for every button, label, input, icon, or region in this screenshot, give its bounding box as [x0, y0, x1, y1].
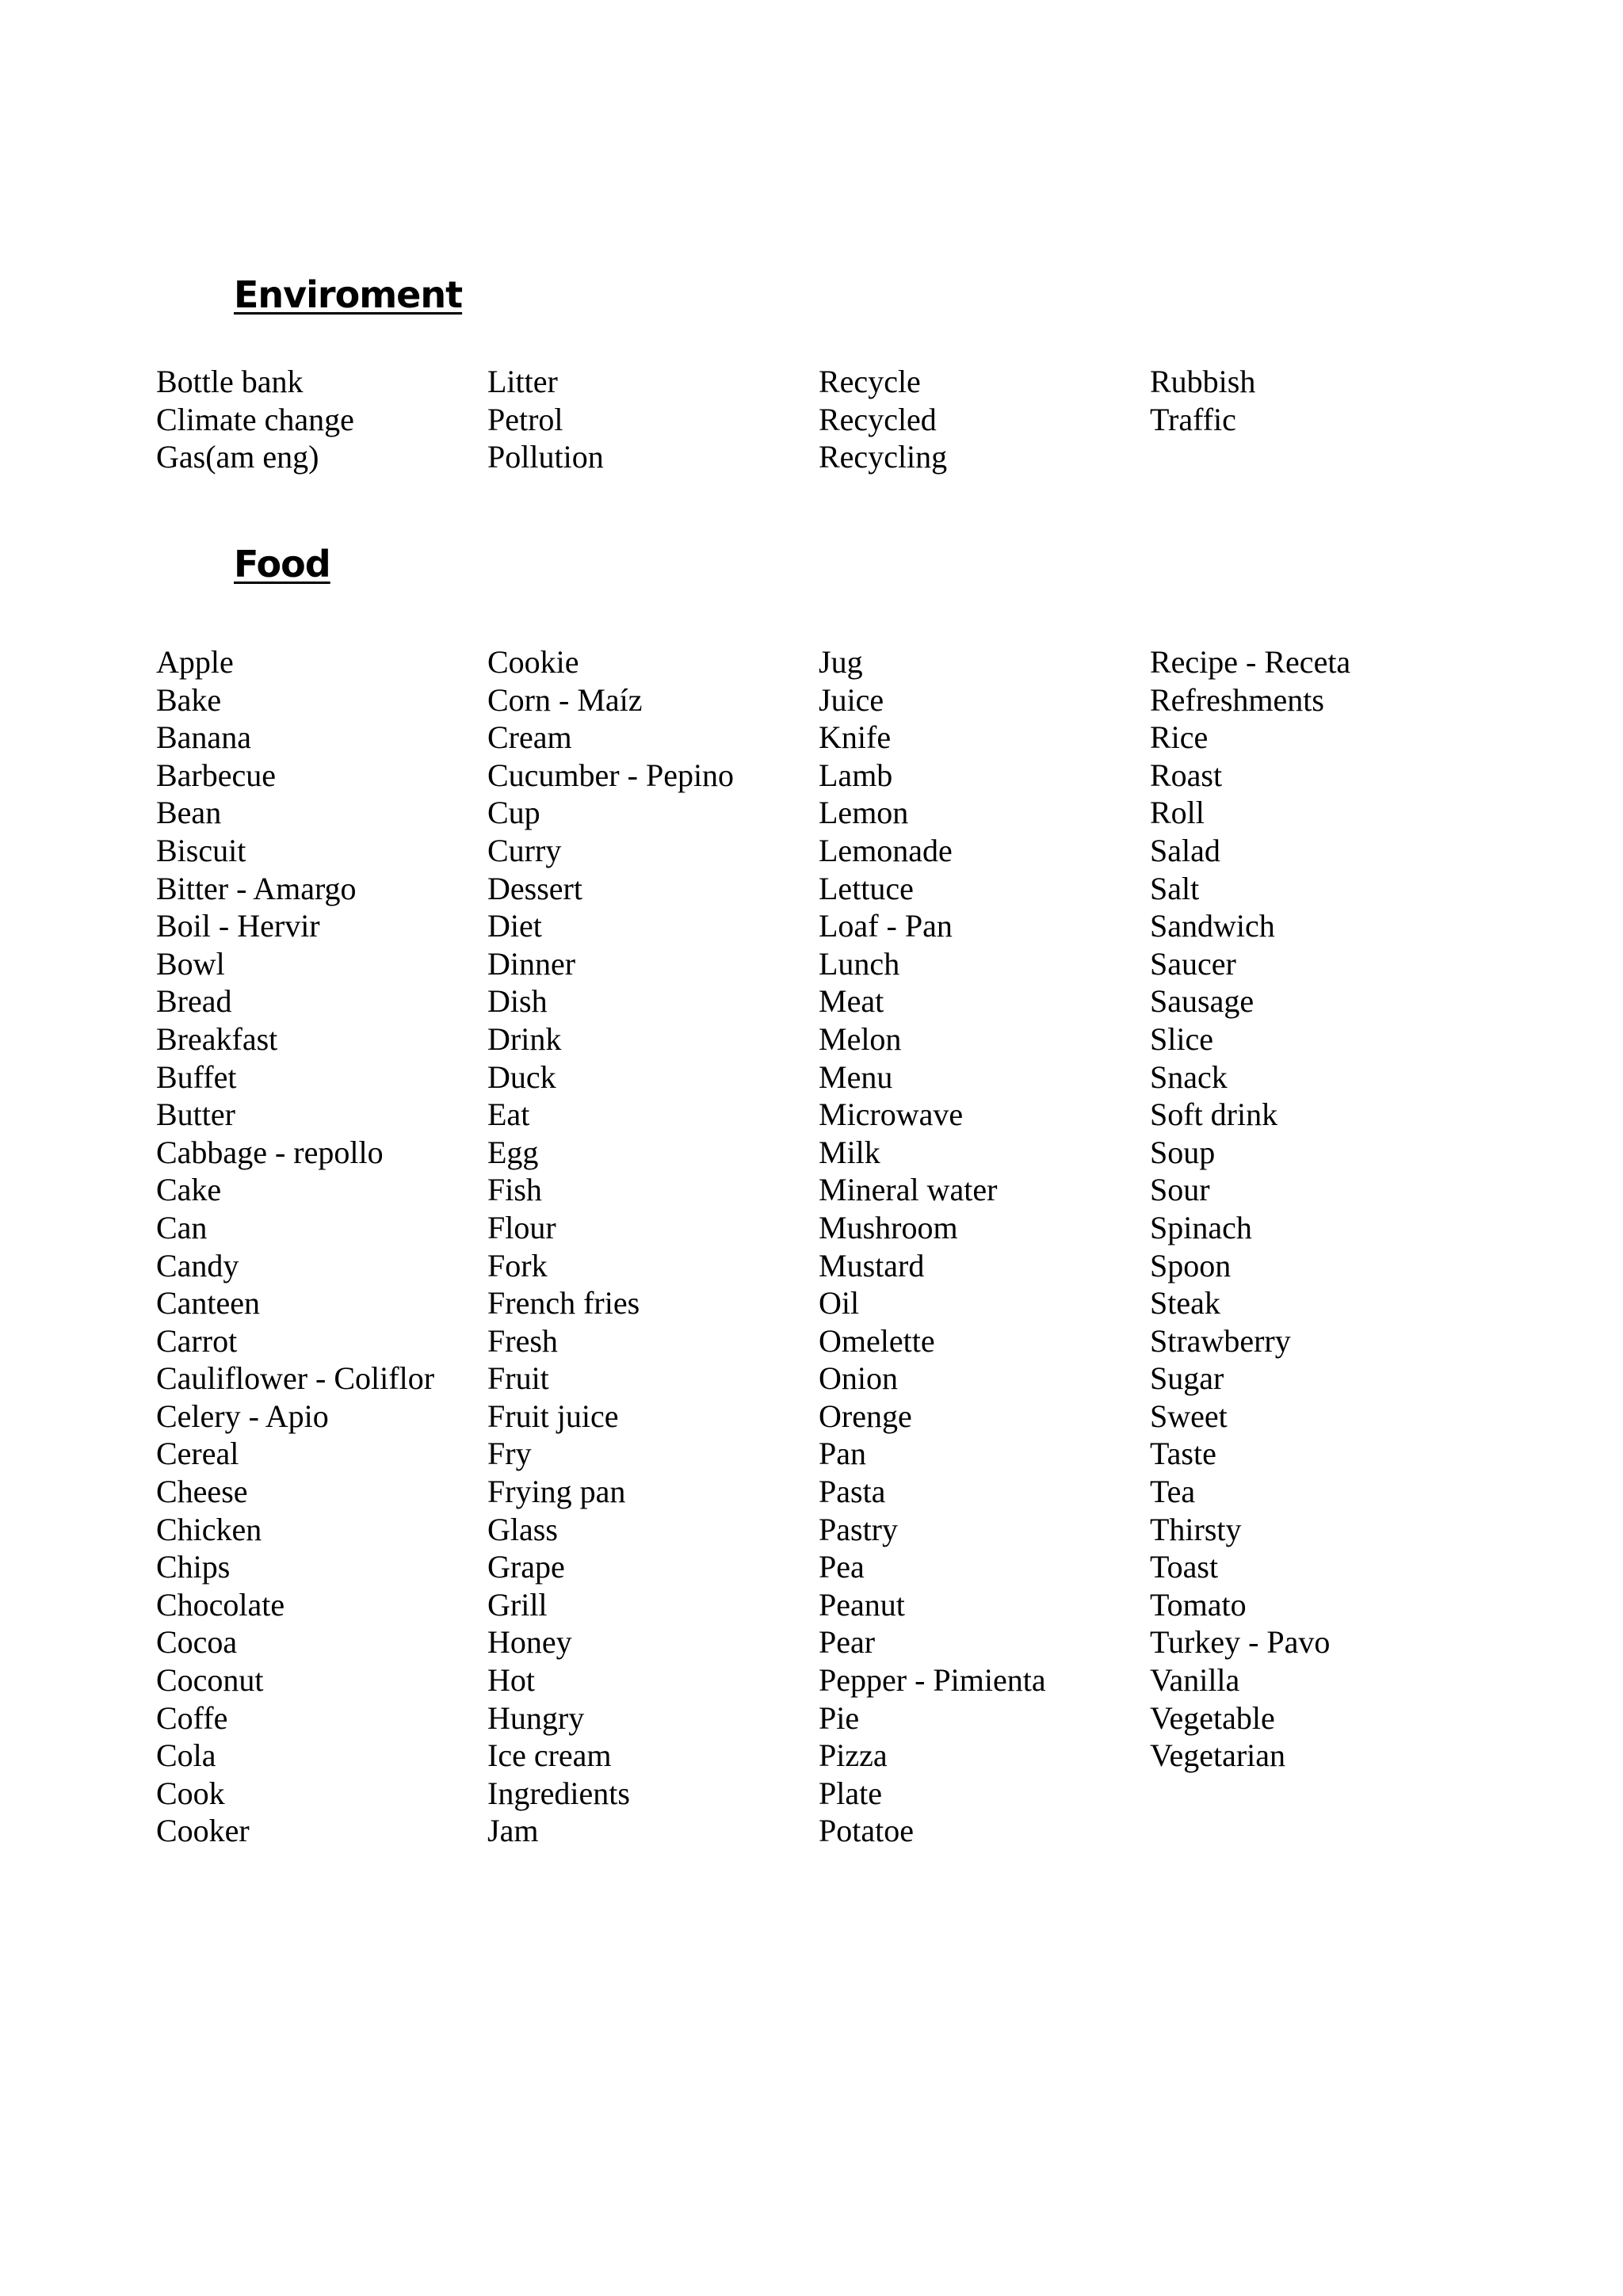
word-item: Hungry: [487, 1699, 585, 1736]
word-item: Salad: [1150, 832, 1220, 868]
word-column: [487, 363, 819, 476]
word-item: Soup: [1150, 1134, 1216, 1170]
word-item: Loaf - Pan: [819, 908, 953, 944]
word-item: Bake: [156, 681, 222, 718]
word-item: Petrol: [487, 401, 563, 437]
word-item: Bowl: [156, 945, 225, 982]
word-item: Oil: [819, 1285, 860, 1322]
word-item: Mineral water: [819, 1172, 998, 1208]
word-item: Pollution: [487, 439, 604, 475]
word-item: Pie: [819, 1699, 860, 1736]
word-item: Roast: [1150, 757, 1223, 793]
word-item: Banana: [156, 719, 251, 756]
word-item: Mustard: [819, 1247, 925, 1283]
word-item: Cauliflower - Coliflor: [156, 1360, 435, 1397]
word-item: Jug: [819, 644, 863, 680]
word-item: Lemonade: [819, 832, 953, 868]
environment-word-list: [156, 363, 1481, 476]
word-item: Lunch: [819, 945, 900, 982]
word-item: Pan: [819, 1436, 866, 1472]
word-item: Sugar: [1150, 1360, 1224, 1397]
word-item: Salt: [1150, 870, 1200, 906]
word-column: [487, 643, 819, 1850]
word-item: Dinner: [487, 945, 576, 982]
word-item: Turkey - Pavo: [1150, 1624, 1331, 1661]
word-item: Rubbish: [1150, 364, 1256, 399]
word-item: Cola: [156, 1737, 216, 1774]
word-item: Flour: [487, 1209, 556, 1245]
word-item: Pizza: [819, 1737, 888, 1774]
word-item: Vanilla: [1150, 1662, 1240, 1699]
word-item: Fruit juice: [487, 1398, 619, 1434]
word-item: Spinach: [1150, 1209, 1252, 1245]
word-item: Refreshments: [1150, 681, 1324, 718]
word-item: Jam: [487, 1813, 539, 1849]
word-item: Omelette: [819, 1322, 935, 1359]
word-item: Juice: [819, 681, 884, 718]
word-item: Apple: [156, 644, 234, 680]
word-item: Pea: [819, 1549, 865, 1585]
word-item: Traffic: [1150, 401, 1236, 437]
food-word-list: [156, 643, 1481, 1850]
word-item: Sandwich: [1150, 908, 1275, 944]
word-column: [1150, 643, 1481, 1850]
word-item: Coffe: [156, 1699, 228, 1736]
word-item: Peanut: [819, 1586, 905, 1623]
word-item: Recipe - Receta: [1150, 644, 1351, 680]
word-item: Pastry: [819, 1511, 898, 1547]
word-item: Toast: [1150, 1549, 1219, 1585]
word-item: Microwave: [819, 1097, 964, 1133]
word-item: Cereal: [156, 1436, 239, 1472]
word-item: Recycled: [819, 401, 937, 437]
word-item: Chocolate: [156, 1586, 285, 1623]
word-item: Cucumber - Pepino: [487, 757, 735, 793]
word-item: Bread: [156, 983, 232, 1020]
word-item: Cheese: [156, 1474, 248, 1510]
word-item: Melon: [819, 1020, 902, 1057]
word-item: Carrot: [156, 1322, 238, 1359]
word-item: Buffet: [156, 1058, 237, 1095]
word-item: Taste: [1150, 1436, 1216, 1472]
word-item: Slice: [1150, 1020, 1213, 1057]
word-item: Glass: [487, 1511, 558, 1547]
word-item: Frying pan: [487, 1474, 626, 1510]
word-column: [156, 363, 487, 476]
word-item: Dessert: [487, 870, 582, 906]
word-item: Honey: [487, 1624, 572, 1661]
word-item: Cup: [487, 795, 540, 831]
word-item: Pepper - Pimienta: [819, 1662, 1046, 1699]
word-item: Corn - Maíz: [487, 681, 643, 718]
word-item: Chicken: [156, 1511, 262, 1547]
word-item: Chips: [156, 1549, 231, 1585]
word-item: Orenge: [819, 1398, 912, 1434]
word-item: Coconut: [156, 1662, 264, 1699]
word-item: Eat: [487, 1097, 530, 1133]
word-item: Lemon: [819, 795, 909, 831]
word-item: Grill: [487, 1586, 548, 1623]
word-item: Ingredients: [487, 1775, 630, 1811]
word-item: Bitter - Amargo: [156, 870, 357, 906]
word-item: Saucer: [1150, 945, 1236, 982]
word-item: Egg: [487, 1134, 539, 1170]
word-item: Barbecue: [156, 757, 277, 793]
word-item: Drink: [487, 1020, 562, 1057]
word-item: Cooker: [156, 1813, 250, 1849]
word-item: Meat: [819, 983, 884, 1020]
word-item: Fry: [487, 1436, 532, 1472]
word-item: Gas(am eng): [156, 439, 319, 475]
word-item: Bottle bank: [156, 364, 304, 399]
word-item: Snack: [1150, 1058, 1228, 1095]
word-item: Canteen: [156, 1285, 261, 1322]
word-item: Butter: [156, 1097, 235, 1133]
word-item: Vegetarian: [1150, 1737, 1286, 1774]
word-item: Onion: [819, 1360, 898, 1397]
word-item: Can: [156, 1209, 208, 1245]
word-item: Cook: [156, 1775, 225, 1811]
word-item: Candy: [156, 1247, 239, 1283]
word-item: French fries: [487, 1285, 640, 1322]
word-item: Recycling: [819, 439, 948, 475]
word-item: Plate: [819, 1775, 882, 1811]
word-item: Sweet: [1150, 1398, 1228, 1434]
word-item: Rice: [1150, 719, 1209, 756]
word-item: Fish: [487, 1172, 542, 1208]
word-item: Soft drink: [1150, 1097, 1278, 1133]
word-item: Boil - Hervir: [156, 908, 320, 944]
word-item: Litter: [487, 364, 558, 399]
word-item: Pasta: [819, 1474, 886, 1510]
word-column: [1150, 363, 1481, 476]
word-item: Hot: [487, 1662, 535, 1699]
word-item: Cream: [487, 719, 572, 756]
word-item: Fork: [487, 1247, 548, 1283]
word-item: Diet: [487, 908, 542, 944]
word-item: Tomato: [1150, 1586, 1247, 1623]
word-item: Climate change: [156, 401, 354, 437]
word-item: Lamb: [819, 757, 893, 793]
word-item: Steak: [1150, 1285, 1220, 1322]
word-item: Recycle: [819, 364, 921, 399]
word-item: Knife: [819, 719, 892, 756]
word-item: Milk: [819, 1134, 880, 1170]
word-column: [819, 643, 1150, 1850]
word-item: Mushroom: [819, 1209, 958, 1245]
word-item: Fresh: [487, 1322, 558, 1359]
word-item: Fruit: [487, 1360, 549, 1397]
word-item: Cake: [156, 1172, 222, 1208]
word-item: Strawberry: [1150, 1322, 1291, 1359]
section-title-food: Food: [234, 543, 330, 585]
word-item: Vegetable: [1150, 1699, 1275, 1736]
word-item: Thirsty: [1150, 1511, 1242, 1547]
word-item: Dish: [487, 983, 548, 1020]
word-item: Duck: [487, 1058, 556, 1095]
section-title-environment: Enviroment: [234, 273, 463, 316]
word-column: [156, 643, 487, 1850]
word-item: Celery - Apio: [156, 1398, 329, 1434]
word-item: Cabbage - repollo: [156, 1134, 384, 1170]
word-item: Pear: [819, 1624, 876, 1661]
word-item: Spoon: [1150, 1247, 1232, 1283]
word-item: Breakfast: [156, 1020, 278, 1057]
word-item: Cookie: [487, 644, 579, 680]
word-item: Biscuit: [156, 832, 246, 868]
word-item: Potatoe: [819, 1813, 914, 1849]
word-item: Curry: [487, 832, 562, 868]
word-item: Grape: [487, 1549, 565, 1585]
word-item: Roll: [1150, 795, 1205, 831]
word-item: Sausage: [1150, 983, 1254, 1020]
word-column: [819, 363, 1150, 476]
word-item: Menu: [819, 1058, 893, 1095]
word-item: Lettuce: [819, 870, 914, 906]
word-item: Tea: [1150, 1474, 1196, 1510]
word-item: Cocoa: [156, 1624, 238, 1661]
word-item: Bean: [156, 795, 222, 831]
word-item: Sour: [1150, 1172, 1210, 1208]
word-item: Ice cream: [487, 1737, 612, 1774]
